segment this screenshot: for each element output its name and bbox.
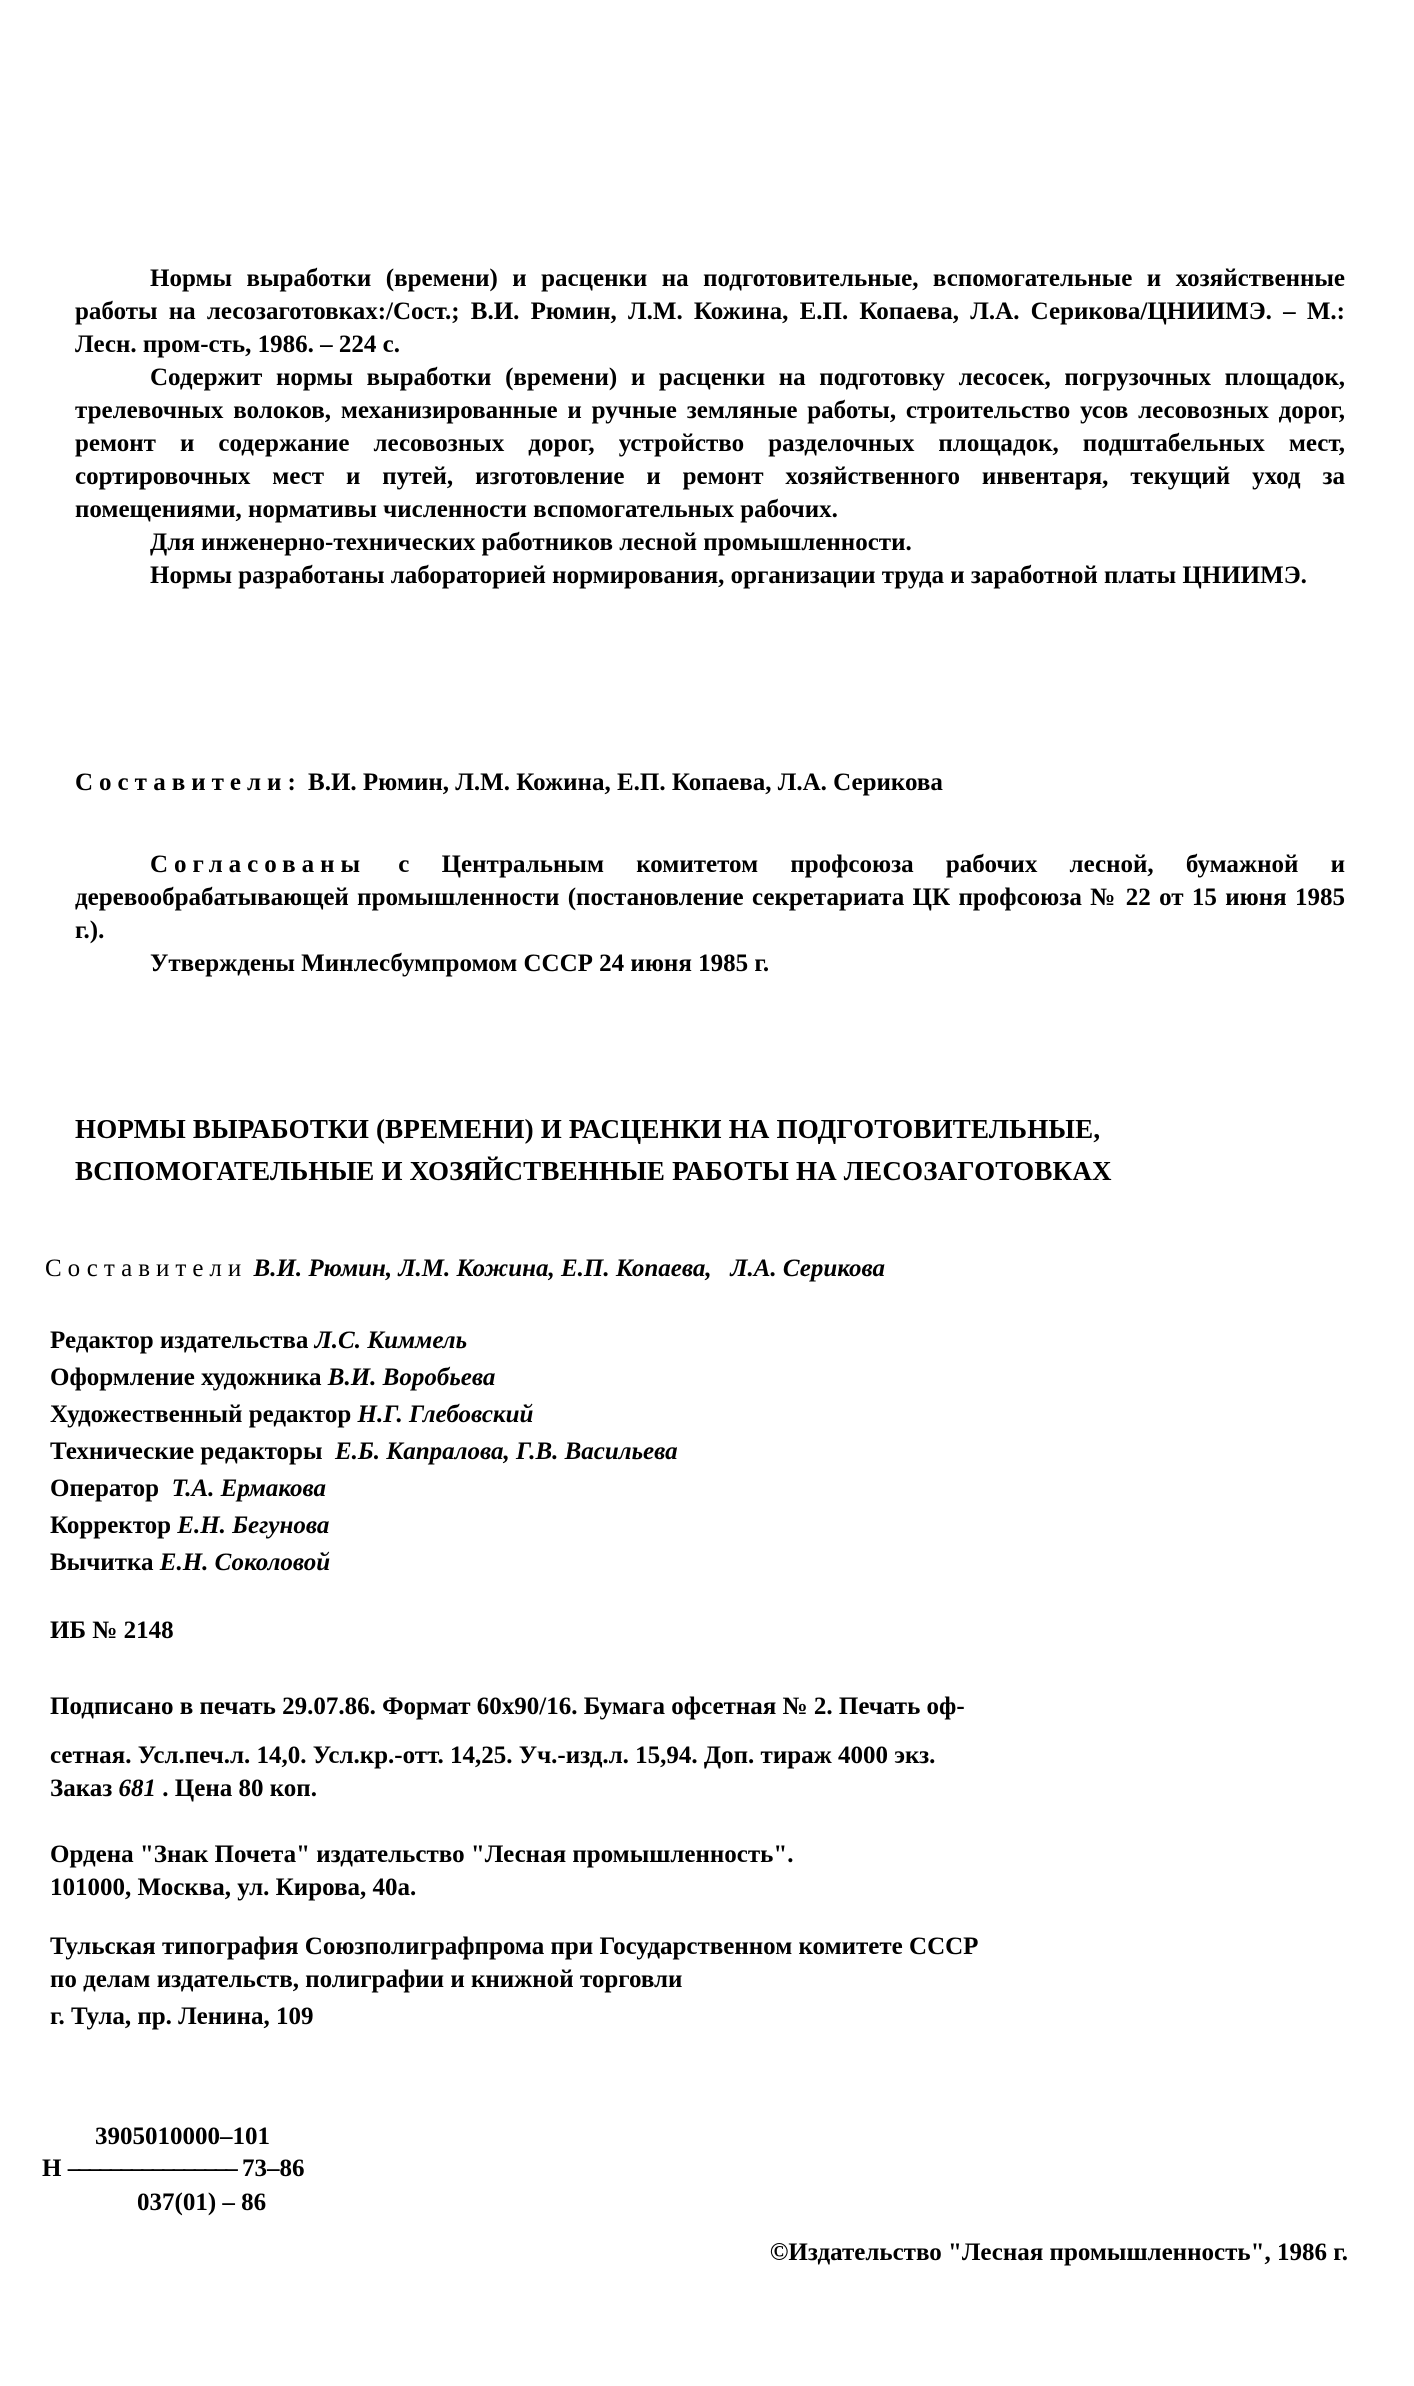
credit-row	[50, 1544, 1320, 1581]
book-title	[75, 1104, 1345, 1196]
credit-row	[50, 1322, 1320, 1359]
index-dashes: ––––––––––––––––	[67, 2155, 236, 2182]
print-line-1: Подписано в печать 29.07.86. Формат 60x90/16. Бумага офсетная № 2. Печать оф-	[50, 1693, 965, 1720]
credit-name: Т.А. Ермакова	[171, 1475, 326, 1502]
credit-role: Технические редакторы	[50, 1438, 323, 1465]
publisher-address: 101000, Москва, ул. Кирова, 40а.	[50, 1874, 417, 1901]
credit-role: Вычитка	[50, 1549, 154, 1576]
title-line-2: ВСПОМОГАТЕЛЬНЫЕ И ХОЗЯЙСТВЕННЫЕ РАБОТЫ НА ЛЕСОЗАГОТОВКАХ	[75, 1156, 1112, 1186]
title-line-1: НОРМЫ ВЫРАБОТКИ (ВРЕМЕНИ) И РАСЦЕНКИ НА ПОДГОТОВИТЕЛЬНЫЕ,	[75, 1114, 1101, 1144]
printer-name: Тульская типография Союзполиграфпрома при Государственном комитете СССР	[50, 1933, 979, 1960]
index-denominator: 037(01) – 86	[137, 2189, 267, 2216]
order-label: Заказ	[50, 1775, 113, 1802]
compilers	[75, 766, 1345, 799]
agreed-text: с Центральным комитетом профсоюза рабочих лесной, бумажной и деревообрабатывающей промышленности (постановление секретариата ЦК профсоюза № 22 от 15 июня 1985 г.).	[75, 851, 1345, 944]
credit-role: Художественный редактор	[50, 1401, 352, 1428]
compilers-italic	[45, 1252, 1315, 1285]
printer	[50, 1930, 1350, 2033]
approval	[75, 848, 1345, 980]
credit-row	[50, 1359, 1320, 1396]
compilers-names: В.И. Рюмин, Л.М. Кожина, Е.П. Копаева, Л.А. Серикова	[308, 769, 943, 796]
annotation	[75, 262, 1345, 592]
compilers2-names: В.И. Рюмин, Л.М. Кожина, Е.П. Копаева, Л.А. Серикова	[253, 1255, 885, 1282]
print-line-2: сетная. Усл.печ.л. 14,0. Усл.кр.-отт. 14,25. Уч.-изд.л. 15,94. Доп. тираж 4000 экз.	[50, 1742, 936, 1769]
index-numerator: 3905010000–101	[95, 2123, 270, 2150]
credit-role: Оператор	[50, 1475, 160, 1502]
contents-description: Содержит нормы выработки (времени) и расценки на подготовку лесосек, погрузочных площадок, трелевочных волоков, механизированные и ручные земляные работы, строительство усов лесовозных дорог, ремонт и содержание лесовозных дорог, устройство разделочных площадок, подштабельных мест, сортировочных мест и путей, изготовление и ремонт хозяйственного инвентаря, текущий уход за помещениями, нормативы численности вспомогательных рабочих.	[75, 364, 1345, 523]
credit-role: Редактор издательства	[50, 1327, 309, 1354]
bibliographic-entry: Нормы выработки (времени) и расценки на подготовительные, вспомогательные и хозяйственные работы на лесозаготовках:/Сост.; В.И. Рюмин, Л.М. Кожина, Е.П. Копаева, Л.А. Серикова/ЦНИИМЭ. – М.: Лесн. пром-сть, 1986. – 224 с.	[75, 265, 1345, 358]
compilers-label: Составители:	[75, 769, 302, 796]
agreed-label: Согласованы	[150, 851, 367, 878]
developed-by: Нормы разработаны лабораторией нормирования, организации труда и заработной платы ЦНИИМЭ.	[150, 562, 1307, 589]
credit-row	[50, 1396, 1320, 1433]
ib-number: ИБ № 2148	[50, 1617, 174, 1644]
index-prefix: Н	[42, 2155, 62, 2182]
credit-name: Е.Б. Капралова, Г.В. Васильева	[334, 1438, 678, 1465]
publisher-name: Ордена "Знак Почета" издательство "Лесная промышленность".	[50, 1841, 794, 1868]
index-suffix: 73–86	[241, 2155, 305, 2182]
printer-name-cont: по делам издательств, полиграфии и книжной торговли	[50, 1966, 683, 1993]
credit-role: Оформление художника	[50, 1364, 322, 1391]
credit-row	[50, 1433, 1320, 1470]
credit-row	[50, 1507, 1320, 1544]
compilers2-label: Составители	[45, 1255, 248, 1282]
printer-address: г. Тула, пр. Ленина, 109	[50, 2003, 314, 2030]
credit-name: В.И. Воробьева	[327, 1364, 496, 1391]
credit-role: Корректор	[50, 1512, 172, 1539]
publisher	[50, 1838, 1320, 1904]
print-details	[50, 1690, 1350, 1805]
order-line	[50, 1772, 1350, 1805]
copyright: ©Издательство "Лесная промышленность", 1986 г.	[769, 2239, 1348, 2266]
approved-text: Утверждены Минлесбумпромом СССР 24 июня 1985 г.	[150, 950, 770, 977]
index-fraction-line	[42, 2152, 304, 2185]
audience: Для инженерно-технических работников лесной промышленности.	[150, 529, 912, 556]
credit-name: Е.Н. Соколовой	[159, 1549, 331, 1576]
credit-name: Е.Н. Бегунова	[177, 1512, 330, 1539]
credit-row	[50, 1470, 1320, 1507]
order-number: 681	[118, 1775, 157, 1802]
credit-name: Л.С. Киммель	[314, 1327, 468, 1354]
credits	[50, 1322, 1320, 1581]
credit-name: Н.Г. Глебовский	[357, 1401, 534, 1428]
price: . Цена 80 коп.	[162, 1775, 317, 1802]
